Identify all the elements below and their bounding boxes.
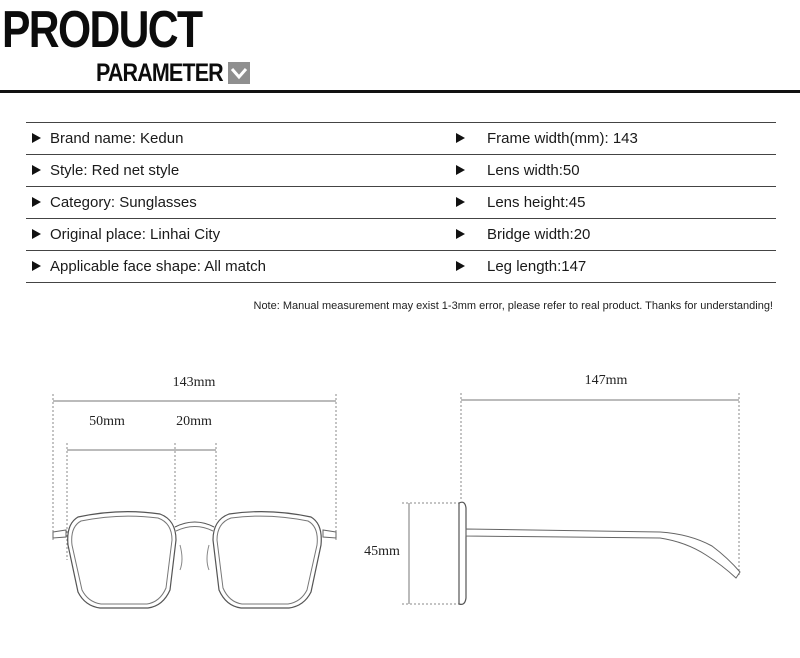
- measurement-note: Note: Manual measurement may exist 1-3mm error, please refer to real product. Thanks for understanding!: [253, 300, 773, 312]
- param-cell: Lens width:50: [456, 155, 580, 186]
- param-cell: Lens height:45: [456, 187, 585, 218]
- lens-width-label: 50mm: [89, 414, 125, 429]
- lens-height-label: 45mm: [364, 544, 400, 559]
- param-cell: Bridge width:20: [456, 219, 590, 250]
- param-cell: Frame width(mm): 143: [456, 123, 638, 154]
- param-cell: Brand name: Kedun: [32, 123, 183, 154]
- frame-width-label: 143mm: [172, 375, 216, 390]
- param-cell: Category: Sunglasses: [32, 187, 197, 218]
- leg-length-label: 147mm: [584, 373, 628, 388]
- page-title: PRODUCT: [2, 1, 202, 59]
- side-view: [402, 393, 740, 604]
- param-cell: Applicable face shape: All match: [32, 251, 266, 282]
- bridge-width-label: 20mm: [176, 414, 212, 429]
- param-cell: Original place: Linhai City: [32, 219, 220, 250]
- param-cell: Leg length:147: [456, 251, 586, 282]
- param-cell: Style: Red net style: [32, 155, 179, 186]
- page-subtitle: PARAMETER: [96, 59, 223, 87]
